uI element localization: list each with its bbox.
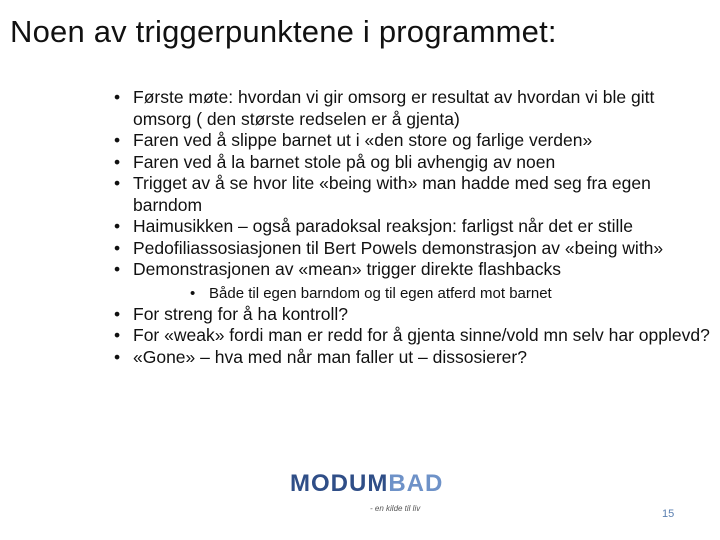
bullet-dot: • bbox=[114, 216, 121, 236]
bullet-dot: • bbox=[114, 303, 121, 324]
bullet-item bbox=[110, 259, 710, 281]
bullet-list bbox=[110, 87, 710, 368]
bullet-item bbox=[110, 347, 710, 369]
logo-tagline: - en kilde til liv bbox=[370, 504, 421, 513]
sub-bullet-text: Både til egen barndom og til egen atferd mot barnet bbox=[209, 284, 552, 302]
bullet-dot: • bbox=[114, 237, 121, 258]
bullet-text: Faren ved å slippe barnet ut i «den store og farlige verden» bbox=[133, 130, 593, 150]
bullet-item bbox=[110, 130, 710, 152]
bullet-text: Demonstrasjonen av «mean» trigger direkte flashbacks bbox=[133, 259, 561, 279]
bullet-dot: • bbox=[114, 173, 121, 193]
bullet-dot: • bbox=[114, 87, 121, 107]
bullet-dot: • bbox=[190, 284, 196, 302]
bullet-item bbox=[110, 87, 710, 130]
bullet-text: For streng for å ha kontroll? bbox=[133, 303, 348, 324]
page-number: 15 bbox=[662, 508, 675, 520]
bullet-text: Faren ved å la barnet stole på og bli avhengig av noen bbox=[133, 151, 556, 172]
slide-title: Noen av triggerpunktene i programmet: bbox=[10, 14, 557, 49]
bullet-item bbox=[110, 216, 710, 238]
bullet-text: Første møte: hvordan vi gir omsorg er resultat av hvordan vi ble gitt omsorg ( den største redselen er å gjenta) bbox=[133, 87, 655, 129]
bullet-dot: • bbox=[114, 151, 121, 172]
bullet-item bbox=[110, 152, 710, 174]
bullet-item bbox=[110, 325, 710, 347]
bullet-item bbox=[110, 238, 710, 260]
bullet-text: «Gone» – hva med når man faller ut – dissosierer? bbox=[133, 346, 527, 367]
bullet-text: Trigget av å se hvor lite «being with» man hadde med seg fra egen barndom bbox=[133, 173, 651, 215]
logo-part-1: MODUM bbox=[290, 470, 389, 497]
bullet-text: For «weak» fordi man er redd for å gjenta sinne/vold mn selv har opplevd? bbox=[133, 325, 710, 345]
bullet-item bbox=[110, 304, 710, 326]
bullet-text: Pedofiliassosiasjonen til Bert Powels demonstrasjon av «being with» bbox=[133, 237, 664, 258]
bullet-dot: • bbox=[114, 259, 121, 279]
modum-bad-logo bbox=[290, 470, 444, 513]
bullet-dot: • bbox=[114, 325, 121, 345]
bullet-dot: • bbox=[114, 346, 121, 367]
sub-bullet-item bbox=[110, 284, 710, 304]
bullet-text: Haimusikken – også paradoksal reaksjon: farligst når det er stille bbox=[133, 216, 633, 236]
bullet-dot: • bbox=[114, 130, 121, 150]
bullet-item bbox=[110, 173, 710, 216]
logo-part-2: BAD bbox=[388, 470, 444, 497]
